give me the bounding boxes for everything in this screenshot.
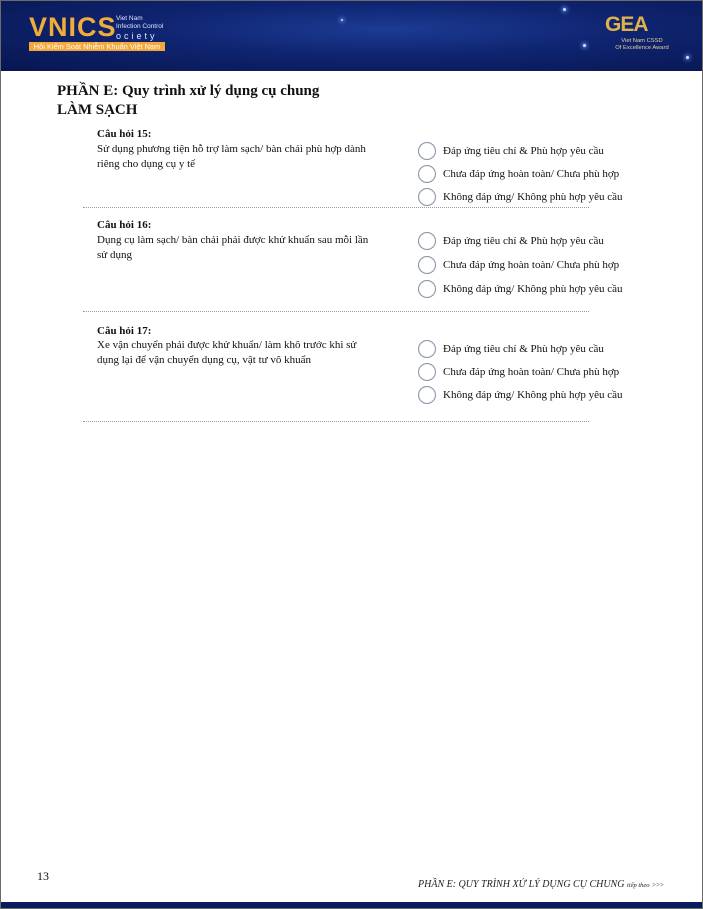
radio-button[interactable] <box>418 340 436 358</box>
question-divider <box>83 207 589 208</box>
star-decoration <box>686 56 689 59</box>
question-16-label: Câu hỏi 16: <box>97 219 152 231</box>
question-divider <box>83 421 589 422</box>
section-subtitle: LÀM SẠCH <box>57 102 138 118</box>
question-17-option-1[interactable]: Đáp ứng tiêu chí & Phù hợp yêu cầu <box>418 340 604 358</box>
star-decoration <box>563 8 566 11</box>
footer-next-label: tiếp theo <box>626 882 650 889</box>
radio-button[interactable] <box>418 386 436 404</box>
vnics-logo-tagline: Viet Nam Infection Control <box>116 15 164 30</box>
gea-logo: GEA <box>605 13 648 36</box>
radio-button[interactable] <box>418 165 436 183</box>
question-divider <box>83 311 589 312</box>
radio-button[interactable] <box>418 142 436 160</box>
radio-button[interactable] <box>418 363 436 381</box>
question-16-option-3[interactable]: Không đáp ứng/ Không phù hợp yêu cầu <box>418 280 623 298</box>
question-17-text: Xe vận chuyển phải được khử khuẩn/ làm khô trước khi sử dụng lại để vận chuyển dụng cụ, vật tư vô khuẩn <box>97 339 357 366</box>
question-17-label: Câu hỏi 17: <box>97 325 152 337</box>
question-15-text: Sử dụng phương tiện hỗ trợ làm sạch/ bàn chải phù hợp dành riêng cho dụng cụ y tế <box>97 143 366 170</box>
question-16-text: Dụng cụ làm sạch/ bàn chải phải được khử khuẩn sau mỗi lần sử dụng <box>97 234 369 261</box>
star-decoration <box>341 19 343 21</box>
question-15-option-3[interactable]: Không đáp ứng/ Không phù hợp yêu cầu <box>418 188 623 206</box>
gea-logo-subtitle: Viet Nam CSSD Of Excellence Award <box>615 38 669 51</box>
question-17-option-2[interactable]: Chưa đáp ứng hoàn toàn/ Chưa phù hợp <box>418 363 619 381</box>
question-15-option-2[interactable]: Chưa đáp ứng hoàn toàn/ Chưa phù hợp <box>418 165 619 183</box>
star-decoration <box>583 44 586 47</box>
radio-button[interactable] <box>418 232 436 250</box>
radio-button[interactable] <box>418 280 436 298</box>
question-17-option-3[interactable]: Không đáp ứng/ Không phù hợp yêu cầu <box>418 386 623 404</box>
vnics-logo-band: Hội Kiểm Soát Nhiễm Khuẩn Việt Nam <box>29 42 165 51</box>
radio-button[interactable] <box>418 256 436 274</box>
radio-button[interactable] <box>418 188 436 206</box>
section-title: PHẦN E: Quy trình xử lý dụng cụ chung <box>57 83 320 99</box>
question-16-option-1[interactable]: Đáp ứng tiêu chí & Phù hợp yêu cầu <box>418 232 604 250</box>
footer-arrows: >>> <box>652 881 664 889</box>
vnics-logo-society: ociety <box>116 31 158 41</box>
page-header <box>1 1 702 71</box>
bottom-bar <box>1 902 702 908</box>
page-number: 13 <box>37 869 49 883</box>
footer-running-title: PHẦN E: QUY TRÌNH XỬ LÝ DỤNG CỤ CHUNG tiếp theo >>> <box>418 879 664 890</box>
vnics-logo: VNICS <box>29 12 117 42</box>
question-16-option-2[interactable]: Chưa đáp ứng hoàn toàn/ Chưa phù hợp <box>418 256 619 274</box>
question-15-label: Câu hỏi 15: <box>97 128 152 140</box>
question-15-option-1[interactable]: Đáp ứng tiêu chí & Phù hợp yêu cầu <box>418 142 604 160</box>
